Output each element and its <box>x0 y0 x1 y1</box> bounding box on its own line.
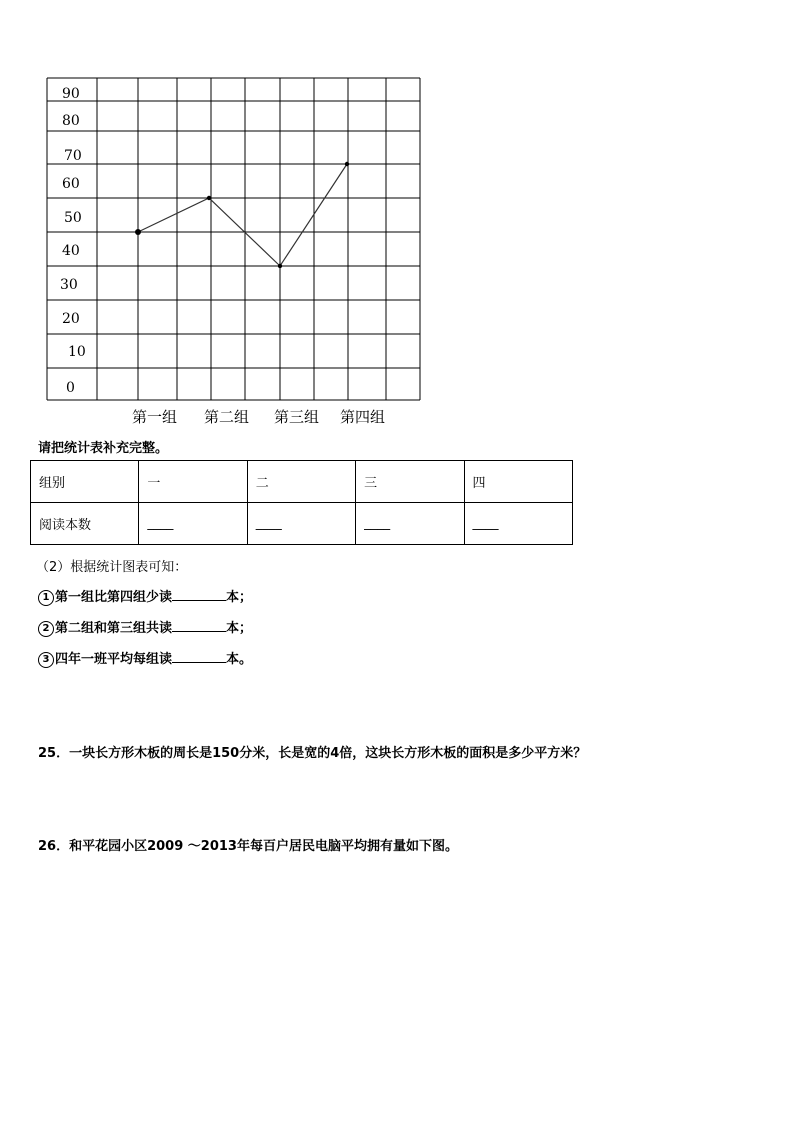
circled-number: 3 <box>38 652 54 668</box>
q2-intro: （2）根据统计图表可知： <box>36 560 188 575</box>
y-tick-label: 30 <box>60 277 78 293</box>
y-tick-label: 90 <box>62 86 80 102</box>
y-tick-label: 60 <box>62 176 80 192</box>
circled-number: 2 <box>38 621 54 637</box>
answer-blank: ____ <box>472 516 499 531</box>
x-tick-label: 第三组 <box>274 408 320 426</box>
answer-blank[interactable] <box>172 588 226 601</box>
q2-item-suffix: 本； <box>226 590 253 605</box>
y-tick-label: 70 <box>64 148 82 164</box>
table-header-cell: 一 <box>139 461 247 503</box>
x-tick-label: 第四组 <box>340 408 386 426</box>
y-tick-label: 40 <box>62 243 80 259</box>
x-tick-label: 第一组 <box>132 408 178 426</box>
answer-blank[interactable] <box>172 650 226 663</box>
answer-blank: ____ <box>255 516 282 531</box>
answer-blank: ____ <box>147 516 174 531</box>
answer-blank[interactable] <box>172 619 226 632</box>
q2-item <box>38 617 252 637</box>
table-header-cell: 四 <box>464 461 572 503</box>
q2-item-text: 第二组和第三组共读 <box>55 621 173 636</box>
table-header-cell: 组别 <box>31 461 139 503</box>
table-answer-cell[interactable] <box>356 503 464 545</box>
line-chart-svg <box>0 0 794 440</box>
answer-blank: ____ <box>364 516 391 531</box>
y-tick-label: 50 <box>64 210 82 226</box>
q2-item <box>38 648 252 668</box>
statistics-table <box>30 460 573 545</box>
q2-item <box>38 586 252 606</box>
data-point <box>278 264 282 268</box>
q2-item-suffix: 本。 <box>226 652 253 667</box>
table-row-label: 阅读本数 <box>31 503 139 545</box>
y-tick-label: 0 <box>66 380 75 396</box>
q2-item-text: 四年一班平均每组读 <box>55 652 173 667</box>
y-tick-label: 80 <box>62 113 80 129</box>
table-answer-cell[interactable] <box>464 503 572 545</box>
table-answer-cell[interactable] <box>139 503 247 545</box>
y-tick-label: 10 <box>68 344 86 360</box>
data-point <box>135 229 141 235</box>
q2-item-text: 第一组比第四组少读 <box>55 590 173 605</box>
table-header-cell: 三 <box>356 461 464 503</box>
table-header-cell: 二 <box>247 461 355 503</box>
table-header-row <box>31 461 573 503</box>
line-chart <box>0 0 794 440</box>
series-line <box>138 164 347 266</box>
data-point <box>207 196 211 200</box>
x-tick-label: 第二组 <box>204 408 250 426</box>
table-answer-cell[interactable] <box>247 503 355 545</box>
y-tick-label: 20 <box>62 311 80 327</box>
data-point <box>345 162 349 166</box>
question-26: 26．和平花园小区2009 ～2013年每百户居民电脑平均拥有量如下图。 <box>38 839 458 854</box>
q2-item-suffix: 本； <box>226 621 253 636</box>
question-25: 25．一块长方形木板的周长是150分米，长是宽的4倍，这块长方形木板的面积是多少平方米？ <box>38 746 587 761</box>
circled-number: 1 <box>38 590 54 606</box>
table-data-row <box>31 503 573 545</box>
table-prompt: 请把统计表补充完整。 <box>38 441 169 456</box>
